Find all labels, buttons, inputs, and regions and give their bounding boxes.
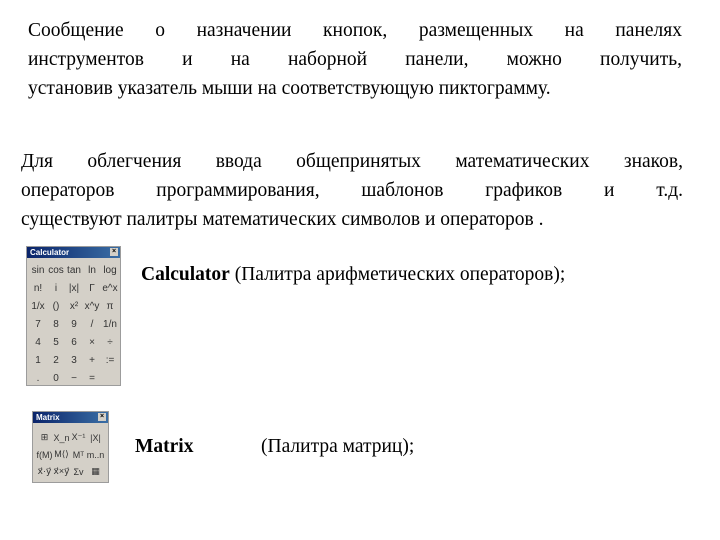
calculator-button[interactable]: × xyxy=(89,336,95,348)
matrix-button[interactable]: Mᵀ xyxy=(72,449,85,460)
matrix-titlebar xyxy=(33,412,108,423)
matrix-button[interactable]: m..n xyxy=(86,449,105,460)
matrix-title: Matrix xyxy=(36,413,60,422)
calculator-button[interactable]: ln xyxy=(88,264,96,276)
matrix-button[interactable]: |X| xyxy=(90,432,101,443)
paragraph-tooltips xyxy=(28,16,682,103)
calculator-titlebar xyxy=(27,247,120,258)
close-icon[interactable]: × xyxy=(99,413,105,420)
calculator-button[interactable]: = xyxy=(89,372,95,384)
calculator-button[interactable]: 1 xyxy=(35,354,41,366)
matrix-button[interactable]: Σv xyxy=(73,466,84,477)
matrix-button[interactable]: ▦ xyxy=(91,466,100,476)
calculator-button[interactable]: 8 xyxy=(53,318,59,330)
text-line: установив указатель мыши на соответствующую пиктограмму. xyxy=(28,78,551,99)
matrix-button[interactable]: X⁻¹ xyxy=(71,432,86,442)
calculator-button[interactable]: − xyxy=(71,372,77,384)
calculator-button[interactable]: 1/x xyxy=(31,300,45,312)
calculator-button[interactable]: e^x xyxy=(102,282,118,294)
calculator-button[interactable]: Γ xyxy=(89,282,95,294)
calculator-button[interactable]: := xyxy=(105,354,115,366)
text-line: существуют палитры математических символов и операторов . xyxy=(21,209,544,230)
matrix-button[interactable]: X_n xyxy=(53,432,70,443)
text-line: Сообщение о назначении кнопок, размещенных на панелях xyxy=(28,20,682,41)
matrix-caption-desc: (Палитра матриц); xyxy=(261,436,415,457)
calculator-button[interactable]: ÷ xyxy=(107,336,113,348)
calculator-caption-desc: (Палитра арифметических операторов); xyxy=(229,264,566,285)
calculator-button[interactable]: |x| xyxy=(68,282,80,294)
matrix-palette xyxy=(32,411,109,483)
calculator-button[interactable]: sin xyxy=(31,264,45,276)
calculator-button[interactable]: 0 xyxy=(53,372,59,384)
calculator-button[interactable]: x^y xyxy=(84,300,100,312)
calculator-button[interactable]: n! xyxy=(33,282,43,294)
matrix-button[interactable]: M⟨⟩ xyxy=(54,449,69,459)
close-icon[interactable]: × xyxy=(111,248,117,255)
calculator-caption-name: Calculator xyxy=(141,264,230,285)
calculator-button-grid xyxy=(27,258,120,390)
calculator-button[interactable]: 3 xyxy=(71,354,77,366)
calculator-button[interactable]: i xyxy=(54,282,58,294)
calculator-palette xyxy=(26,246,121,386)
text-line: Для облегчения ввода общепринятых математических знаков, xyxy=(21,151,683,172)
calculator-button[interactable]: 4 xyxy=(35,336,41,348)
calculator-button[interactable]: 7 xyxy=(35,318,41,330)
matrix-button-grid xyxy=(33,423,108,486)
matrix-button[interactable]: x⃗×y⃗ xyxy=(53,466,70,476)
calculator-button[interactable]: . xyxy=(36,372,40,384)
text-line: операторов программирования, шаблонов графиков и т.д. xyxy=(21,180,683,201)
calculator-button[interactable]: x² xyxy=(69,300,79,312)
matrix-caption-name: Matrix xyxy=(135,436,194,457)
matrix-button[interactable]: ⊞ xyxy=(40,432,49,442)
calculator-button[interactable]: log xyxy=(103,264,117,276)
matrix-button[interactable]: f(M) xyxy=(36,449,53,460)
calculator-button[interactable]: () xyxy=(52,300,60,312)
calculator-title: Calculator xyxy=(30,248,70,257)
calculator-caption xyxy=(141,264,565,286)
calculator-button[interactable]: π xyxy=(106,300,114,312)
calculator-button[interactable]: + xyxy=(89,354,95,366)
calculator-button[interactable]: tan xyxy=(67,264,81,276)
paragraph-palettes xyxy=(21,147,683,234)
calculator-button[interactable]: 5 xyxy=(53,336,59,348)
matrix-button[interactable]: x⃗·y⃗ xyxy=(37,466,52,476)
calculator-button[interactable]: 1/n xyxy=(103,318,117,330)
calculator-button[interactable]: 6 xyxy=(71,336,77,348)
calculator-button[interactable]: 9 xyxy=(71,318,77,330)
calculator-button[interactable]: / xyxy=(90,318,94,330)
text-line: инструментов и на наборной панели, можно получить, xyxy=(28,49,682,70)
calculator-button[interactable]: cos xyxy=(48,264,64,276)
calculator-button[interactable]: 2 xyxy=(53,354,59,366)
